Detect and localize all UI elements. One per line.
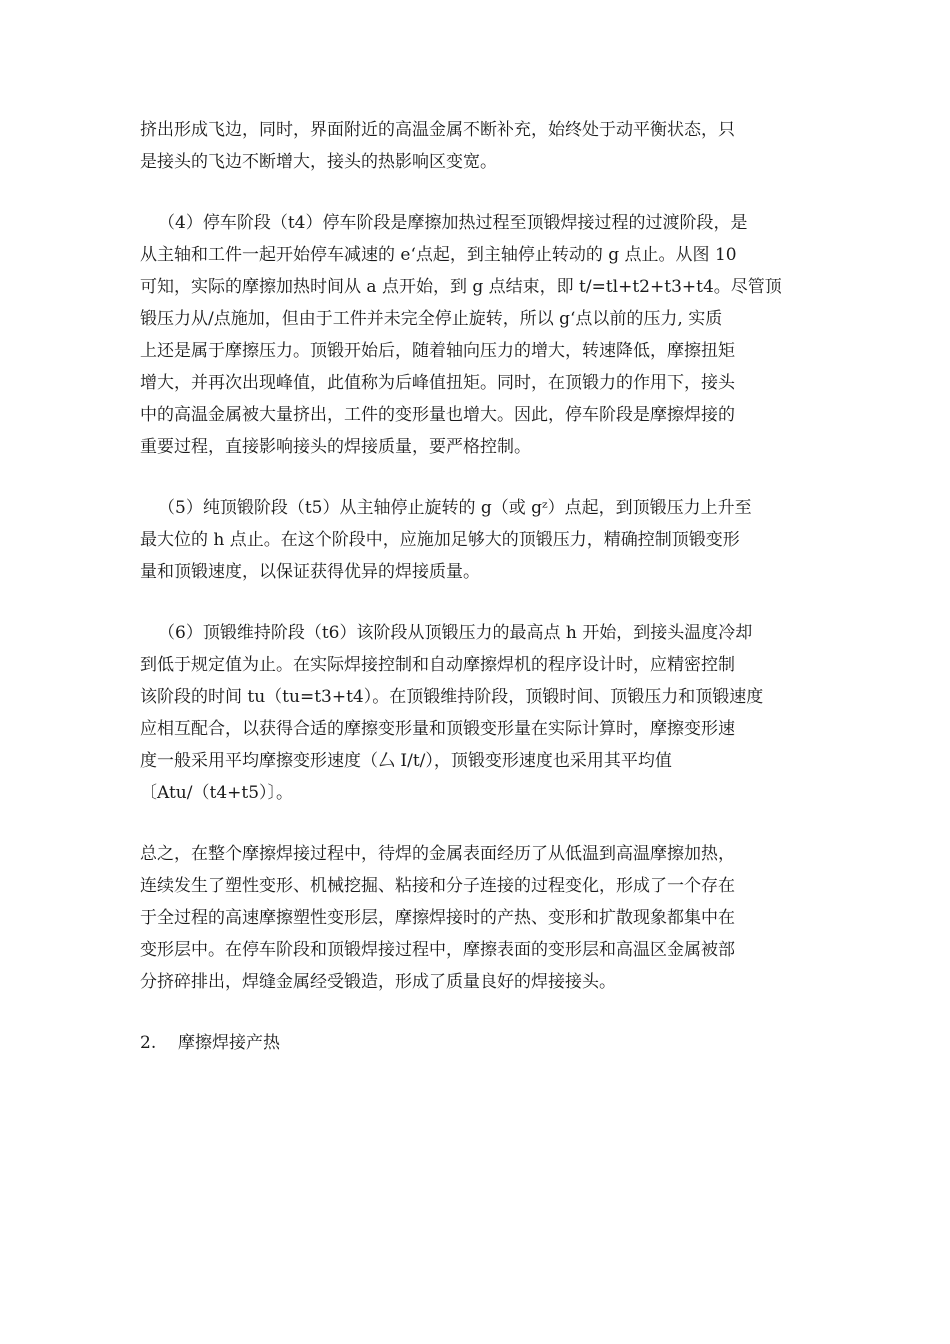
paragraph-gap [140,178,816,207]
paragraph-pure-forging-stage [140,492,816,588]
text-line: 重要过程，直接影响接头的焊接质量，要严格控制。 [140,437,531,457]
text-line: （4）停车阶段（t4）停车阶段是摩擦加热过程至顶锻焊接过程的过渡阶段，是 [158,213,748,233]
section-heading [140,1027,816,1059]
section-title: 摩擦焊接产热 [178,1033,280,1053]
text-line: 从主轴和工件一起开始停车减速的 e‘点起，到主轴停止转动的 g 点止。从图 10 [140,245,737,265]
section-number: 2. [140,1033,157,1053]
text-line: （5）纯顶锻阶段（t5）从主轴停止旋转的 g（或 gᶻ）点起，到顶锻压力上升至 [158,498,752,518]
text-line: 量和顶锻速度，以保证获得优异的焊接质量。 [140,562,480,582]
text-line: 到低于规定值为止。在实际焊接控制和自动摩擦焊机的程序设计时，应精密控制 [140,655,735,675]
text-line: 是接头的飞边不断增大，接头的热影响区变宽。 [140,152,497,172]
text-line: 度一般采用平均摩擦变形速度（厶 I/t/），顶锻变形速度也采用其平均值 [140,751,672,771]
text-line: 锻压力从/点施加，但由于工件并未完全停止旋转，所以 g‘点以前的压力, 实质 [140,309,723,329]
text-line: 可知，实际的摩擦加热时间从 a 点开始，到 g 点结束，即 t/=tl+t2+t3+t4。尽管顶 [140,277,782,297]
text-line: 挤出形成飞边，同时，界面附近的高温金属不断补充，始终处于动平衡状态，只 [140,120,735,140]
document-page [140,114,816,1059]
paragraph-continuation [140,114,816,178]
text-line: 〔Atu/（t4+t5）〕。 [140,783,294,803]
text-line: 上还是属于摩擦压力。顶锻开始后，随着轴向压力的增大，转速降低，摩擦扭矩 [140,341,735,361]
text-line: 连续发生了塑性变形、机械挖掘、粘接和分子连接的过程变化，形成了一个存在 [140,876,735,896]
paragraph-summary [140,838,816,998]
text-line: 增大，并再次出现峰值，此值称为后峰值扭矩。同时，在顶锻力的作用下，接头 [140,373,735,393]
paragraph-gap [140,809,816,838]
text-line: 总之，在整个摩擦焊接过程中，待焊的金属表面经历了从低温到高温摩擦加热， [140,844,735,864]
paragraph-gap [140,463,816,492]
paragraph-gap [140,588,816,617]
paragraph-stop-stage [140,207,816,463]
text-line: 应相互配合，以获得合适的摩擦变形量和顶锻变形量在实际计算时，摩擦变形速 [140,719,735,739]
text-line: 该阶段的时间 tu（tu=t3+t4）。在顶锻维持阶段，顶锻时间、顶锻压力和顶锻速度 [140,687,764,707]
text-line: 中的高温金属被大量挤出，工件的变形量也增大。因此，停车阶段是摩擦焊接的 [140,405,735,425]
text-line: （6）顶锻维持阶段（t6）该阶段从顶锻压力的最高点 h 开始，到接头温度冷却 [158,623,753,643]
text-line: 于全过程的高速摩擦塑性变形层，摩擦焊接时的产热、变形和扩散现象都集中在 [140,908,735,928]
text-line: 变形层中。在停车阶段和顶锻焊接过程中，摩擦表面的变形层和高温区金属被部 [140,940,735,960]
text-line: 最大位的 h 点止。在这个阶段中，应施加足够大的顶锻压力，精确控制顶锻变形 [140,530,740,550]
paragraph-gap [140,998,816,1027]
text-line: 分挤碎排出，焊缝金属经受锻造，形成了质量良好的焊接接头。 [140,972,616,992]
paragraph-forging-hold-stage [140,617,816,809]
